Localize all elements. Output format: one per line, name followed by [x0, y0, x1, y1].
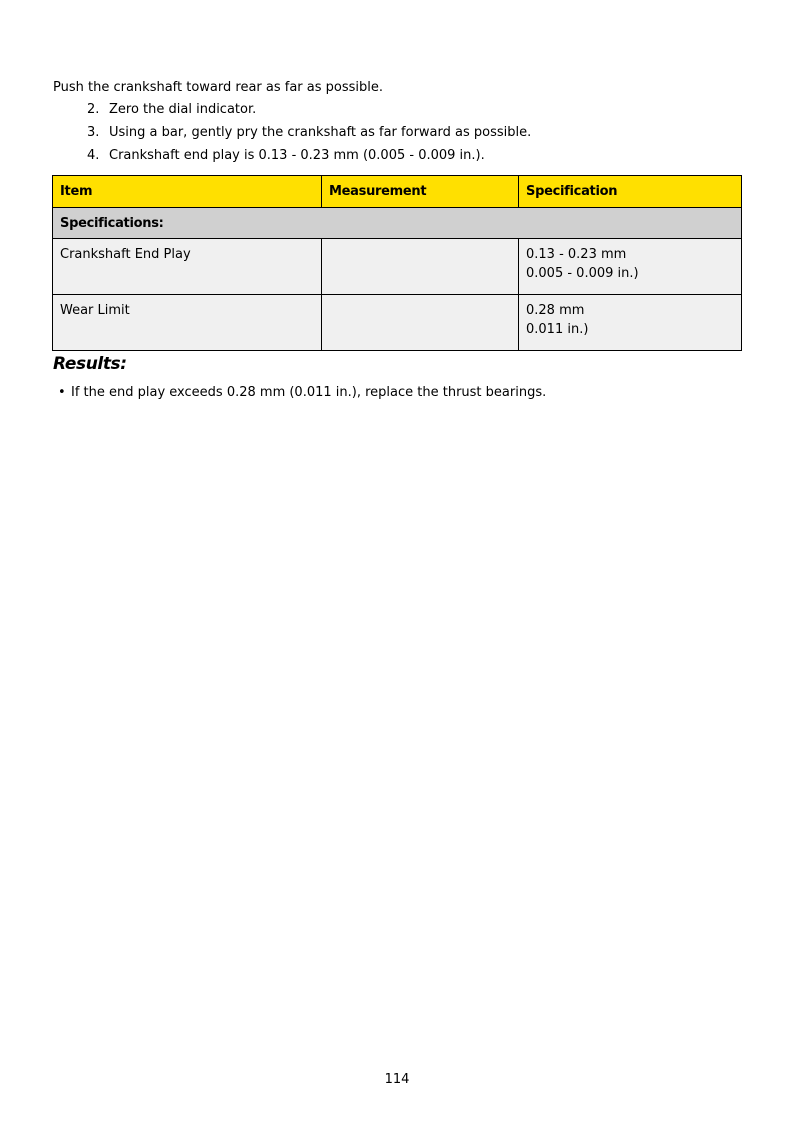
spec-metric: 0.28 mm — [526, 303, 585, 318]
cell-item: Crankshaft End Play — [53, 239, 322, 295]
header-measurement: Measurement — [322, 176, 519, 208]
page-number: 114 — [384, 1072, 410, 1087]
step-number: 2. — [87, 102, 100, 117]
cell-measurement — [322, 295, 519, 351]
step-item — [53, 101, 531, 124]
spec-metric: 0.13 - 0.23 mm — [526, 247, 627, 262]
spec-imperial: 0.011 in.) — [526, 322, 589, 337]
header-specification: Specification — [519, 176, 742, 208]
step-text: Zero the dial indicator. — [109, 102, 257, 117]
specification-table — [52, 175, 742, 351]
results-heading: Results: — [53, 354, 127, 374]
step-item — [53, 124, 531, 147]
results-list — [58, 384, 546, 402]
list-item — [58, 384, 546, 402]
bullet-icon: • — [58, 385, 66, 400]
table-header-row — [53, 176, 742, 208]
step-text: Crankshaft end play is 0.13 - 0.23 mm (0.005 - 0.009 in.). — [109, 148, 485, 163]
spec-imperial: 0.005 - 0.009 in.) — [526, 266, 639, 281]
intro-text: Push the crankshaft toward rear as far as possible. — [53, 80, 384, 95]
cell-specification — [519, 295, 742, 351]
steps-list — [53, 101, 531, 170]
table-row — [53, 295, 742, 351]
table-group-row — [53, 208, 742, 239]
step-text: Using a bar, gently pry the crankshaft as far forward as possible. — [109, 125, 532, 140]
cell-item: Wear Limit — [53, 295, 322, 351]
cell-measurement — [322, 239, 519, 295]
table-row — [53, 239, 742, 295]
cell-specification — [519, 239, 742, 295]
step-number: 4. — [87, 148, 100, 163]
step-item — [53, 147, 531, 170]
header-item: Item — [53, 176, 322, 208]
group-label: Specifications: — [53, 208, 742, 239]
step-number: 3. — [87, 125, 100, 140]
result-text: If the end play exceeds 0.28 mm (0.011 in.), replace the thrust bearings. — [71, 385, 547, 400]
